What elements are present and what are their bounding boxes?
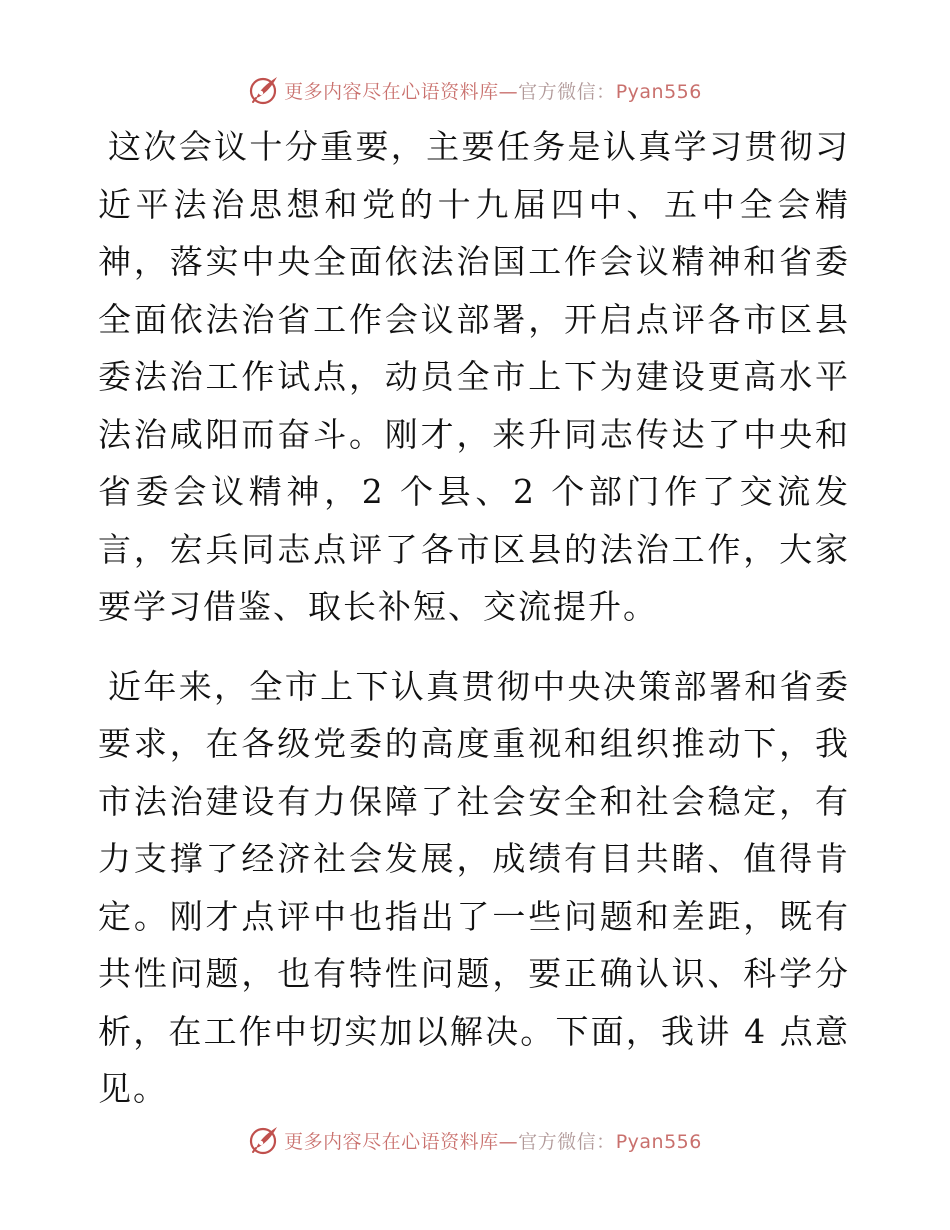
footer-watermark: [0, 1120, 950, 1160]
header-dash: —: [498, 80, 519, 103]
paragraph-2: 近年来，全市上下认真贯彻中央决策部署和省委要求，在各级党委的高度重视和组织推动下，我市法治建设有力保障了社会安全和社会稳定，有力支撑了经济社会发展，成绩有目共睹、值得肯定。刚才点评中也指出了一些问题和差距，既有共性问题，也有特性问题，要正确认识、科学分析，在工作中切实加以解决。下面，我讲 4 点意见。: [98, 666, 850, 1108]
header-watermark-text: [284, 77, 702, 104]
header-wechat-label: 官方微信：: [518, 80, 616, 103]
header-wechat-id: Pyan556: [615, 80, 702, 103]
footer-dash: —: [498, 1130, 519, 1153]
document-body: [98, 118, 850, 1118]
feather-pen-logo-icon: [248, 74, 280, 106]
feather-pen-logo-icon: [248, 1124, 280, 1156]
paragraph-1: 这次会议十分重要，主要任务是认真学习贯彻习近平法治思想和党的十九届四中、五中全会精神，落实中央全面依法治国工作会议精神和省委全面依法治省工作会议部署，开启点评各市区县委法治工作试点，动员全市上下为建设更高水平法治咸阳而奋斗。刚才，来升同志传达了中央和省委会议精神，2 个县、2 个部门作了交流发言，宏兵同志点评了各市区县的法治工作，大家要学习借鉴、取长补短、交流提升。: [98, 127, 850, 626]
header-brand-text: 更多内容尽在心语资料库: [284, 80, 499, 103]
header-watermark: [0, 70, 950, 110]
footer-wechat-id: Pyan556: [615, 1130, 702, 1153]
footer-wechat-label: 官方微信：: [518, 1130, 616, 1153]
footer-watermark-text: [284, 1127, 702, 1154]
footer-brand-text: 更多内容尽在心语资料库: [284, 1130, 499, 1153]
